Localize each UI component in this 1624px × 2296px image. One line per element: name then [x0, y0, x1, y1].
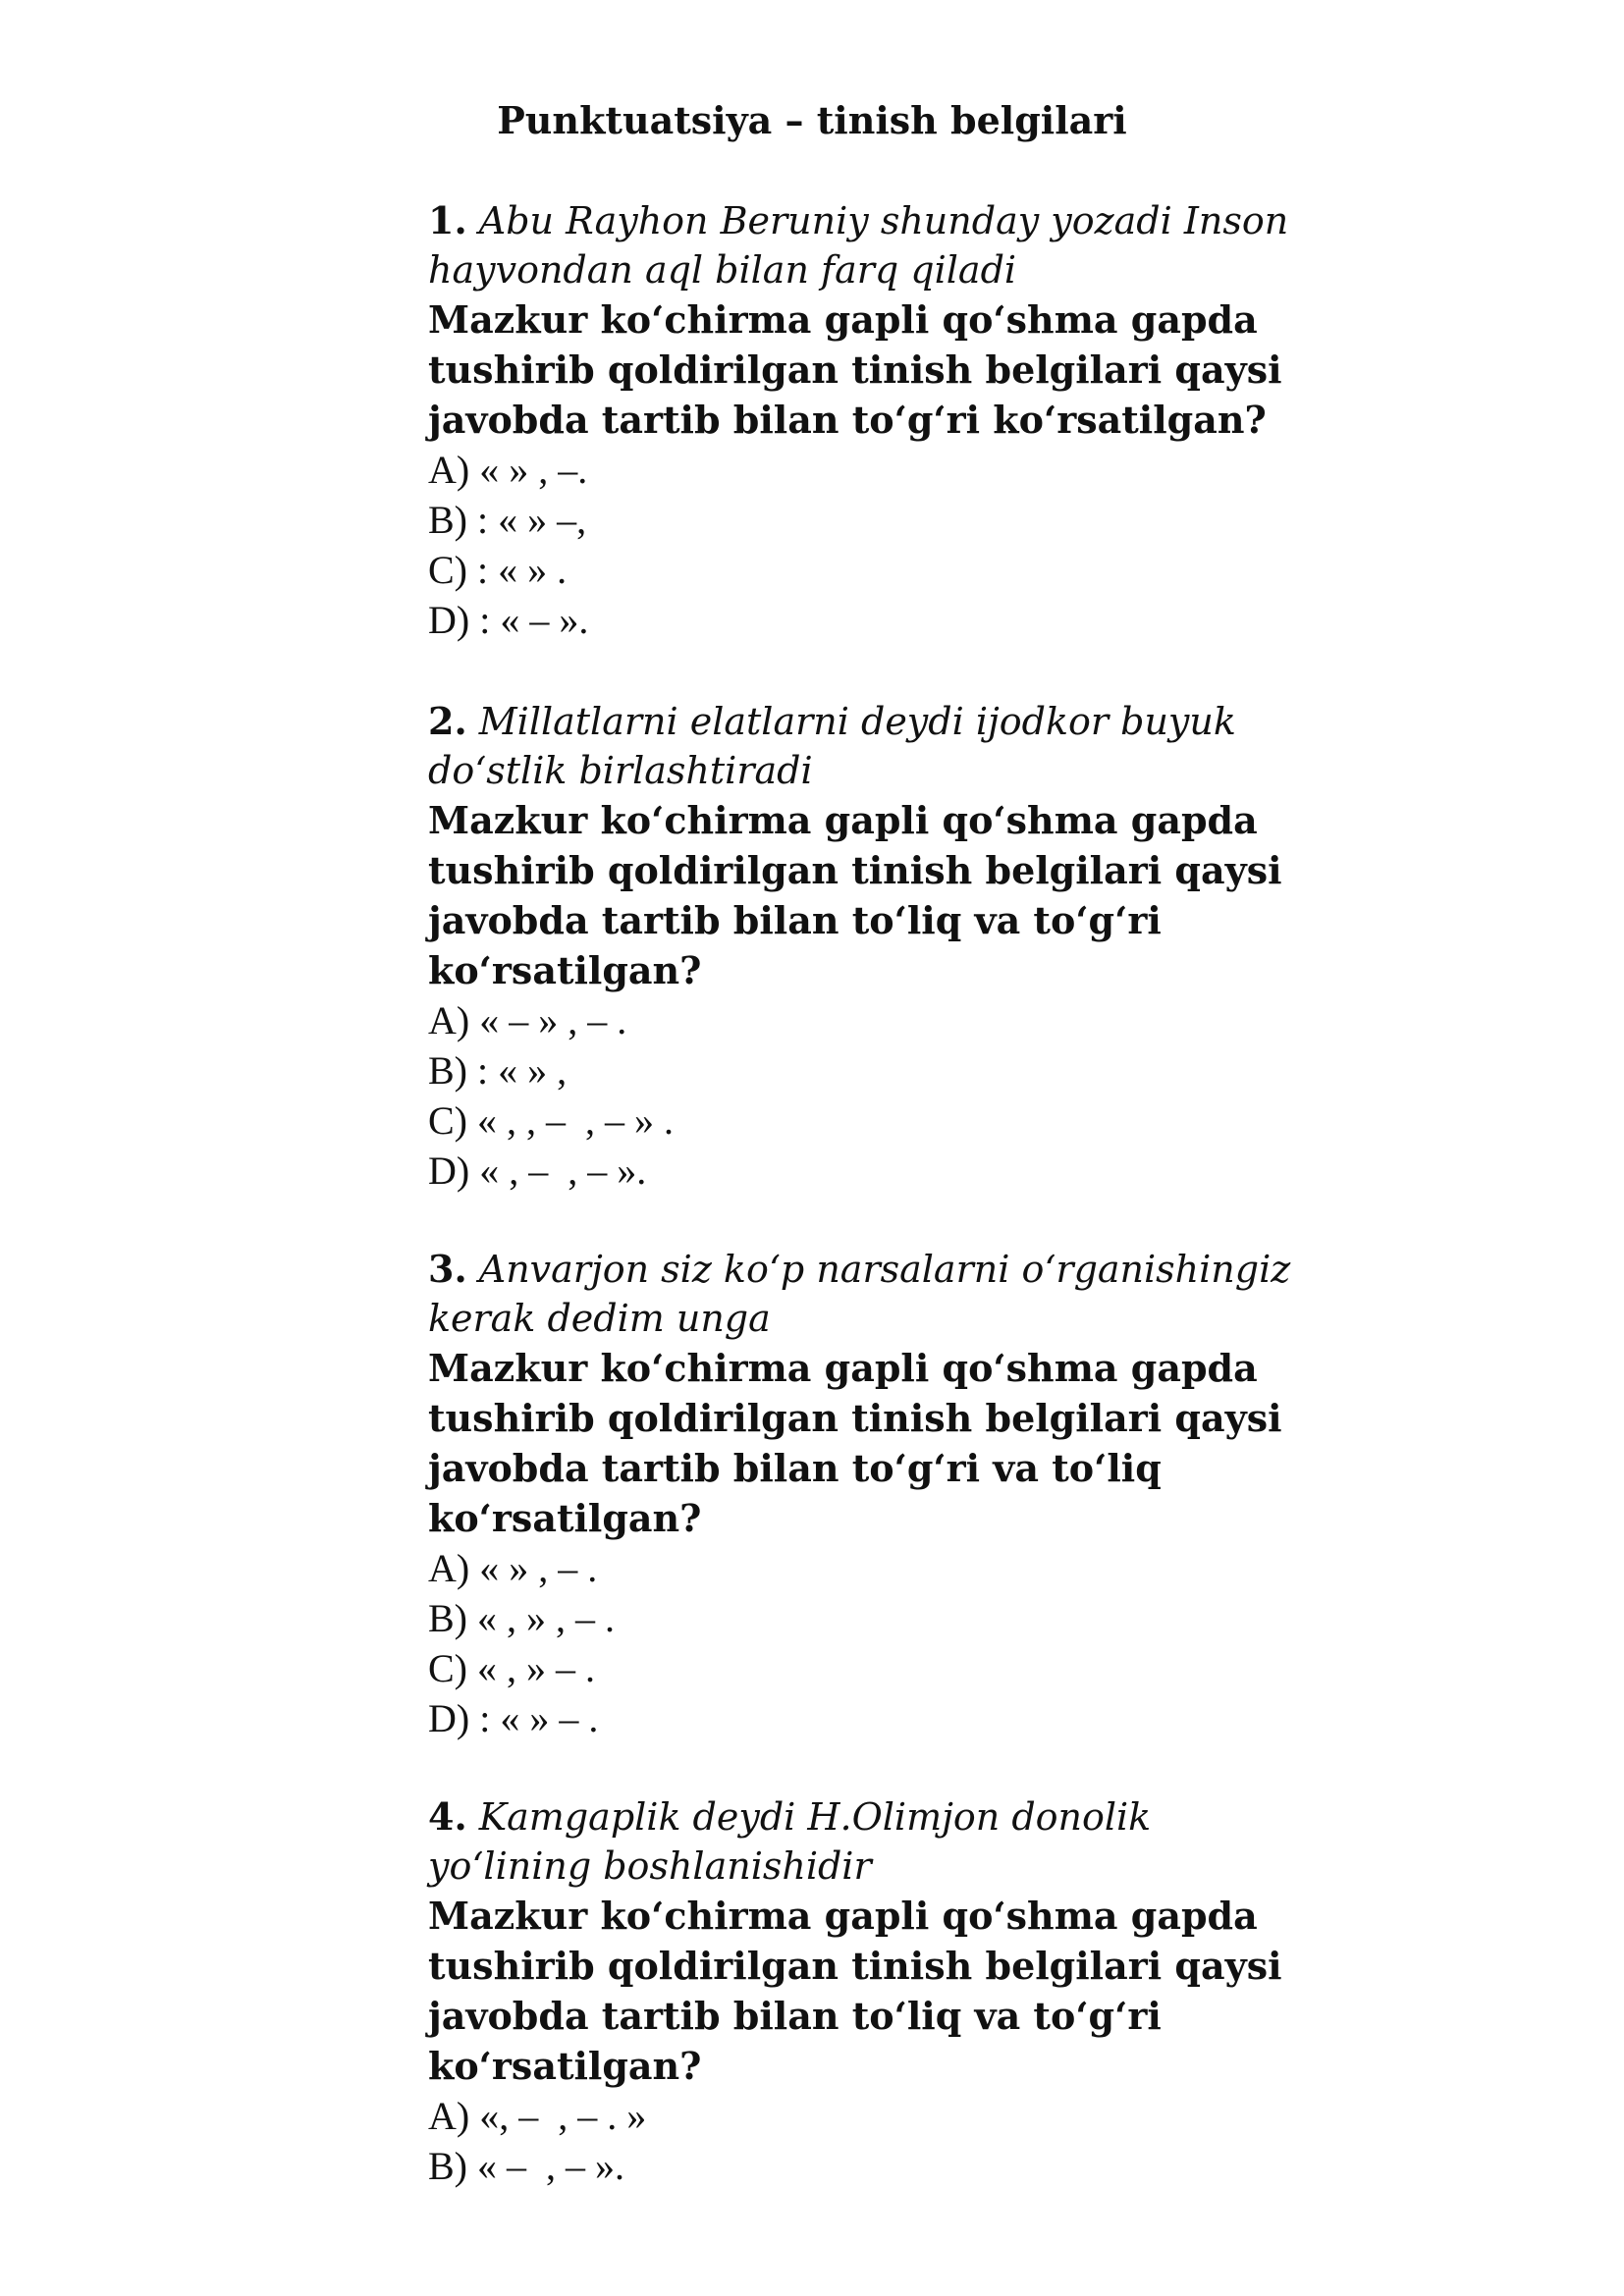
question-sentence [428, 1245, 1312, 1343]
question-number: 3. [428, 1247, 467, 1291]
quoted-sentence: Millatlarni elatlarni deydi ijodkor buyuk do‘stlik birlashtiradi [428, 700, 1236, 792]
option-a[interactable]: A) « » , –. [428, 448, 588, 492]
option-b[interactable]: B) : « » , [428, 1048, 568, 1093]
answer-options [428, 2091, 1312, 2191]
option-c[interactable]: C) « , , – , – » . [428, 1098, 674, 1143]
question-sentence [428, 1792, 1312, 1891]
quoted-sentence: Anvarjon siz ko‘p narsalarni o‘rganishingiz kerak dedim unga [428, 1248, 1291, 1340]
question-prompt: Mazkur ko‘chirma gapli qo‘shma gapda tushirib qoldirilgan tinish belgilari qaysi javobda tartib bilan to‘g‘ri va to‘liq ko‘rsatilgan? [428, 1346, 1282, 1540]
option-b[interactable]: B) « , » , – . [428, 1596, 615, 1640]
option-a[interactable]: A) « » , – . [428, 1546, 598, 1590]
question-number: 2. [428, 699, 467, 743]
option-d[interactable]: D) : « » – . [428, 1696, 599, 1740]
question-3 [428, 1245, 1312, 1743]
answer-options [428, 445, 1312, 645]
question-number: 1. [428, 198, 467, 242]
quoted-sentence: Kamgaplik deydi H.Olimjon donolik yo‘lining boshlanishidir [428, 1795, 1152, 1888]
question-sentence [428, 697, 1312, 795]
option-c[interactable]: C) « , » – . [428, 1646, 595, 1690]
question-prompt: Mazkur ko‘chirma gapli qo‘shma gapda tushirib qoldirilgan tinish belgilari qaysi javobda tartib bilan to‘g‘ri ko‘rsatilgan? [428, 297, 1282, 442]
option-b[interactable]: B) « – , – ». [428, 2144, 624, 2188]
option-b[interactable]: B) : « » –, [428, 498, 587, 542]
question-prompt: Mazkur ko‘chirma gapli qo‘shma gapda tushirib qoldirilgan tinish belgilari qaysi javobda tartib bilan to‘liq va to‘g‘ri ko‘rsatilgan? [428, 1894, 1282, 2088]
option-d[interactable]: D) : « – ». [428, 598, 589, 642]
option-c[interactable]: C) : « » . [428, 548, 568, 592]
page-title: Punktuatsiya – tinish belgilari [497, 98, 1127, 142]
question-sentence [428, 196, 1312, 294]
question-4 [428, 1792, 1312, 2191]
option-a[interactable]: A) « – » , – . [428, 998, 627, 1042]
question-number: 4. [428, 1794, 467, 1839]
option-d[interactable]: D) « , – , – ». [428, 1148, 647, 1193]
answer-options [428, 995, 1312, 1196]
question-1 [428, 196, 1312, 645]
option-a[interactable]: A) «, – , – . » [428, 2094, 647, 2138]
question-prompt: Mazkur ko‘chirma gapli qo‘shma gapda tushirib qoldirilgan tinish belgilari qaysi javobda tartib bilan to‘liq va to‘g‘ri ko‘rsatilgan? [428, 798, 1282, 992]
answer-options [428, 1543, 1312, 1743]
quoted-sentence: Abu Rayhon Beruniy shunday yozadi Inson hayvondan aql bilan farq qiladi [428, 199, 1289, 292]
question-2 [428, 697, 1312, 1196]
